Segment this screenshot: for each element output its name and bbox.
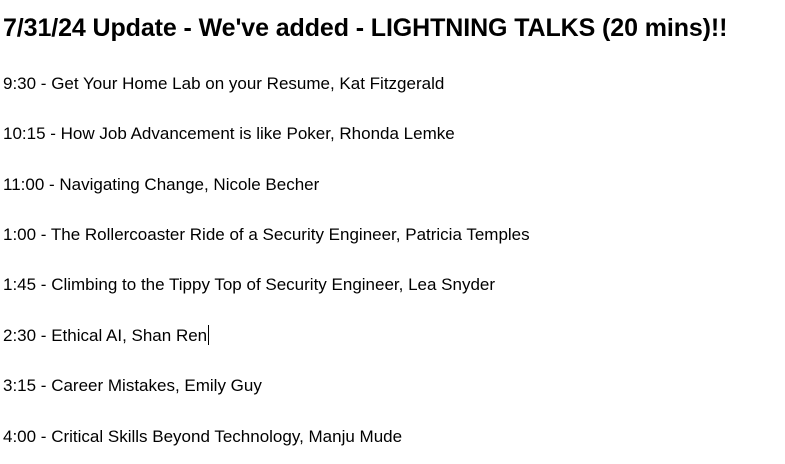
talk-text: 11:00 - Navigating Change, Nicole Becher <box>3 175 320 194</box>
talk-item-7 <box>3 375 262 397</box>
text-cursor <box>208 325 209 345</box>
talk-text: 10:15 - How Job Advancement is like Poker, Rhonda Lemke <box>3 124 455 143</box>
talk-item-2 <box>3 123 455 145</box>
talk-text: 3:15 - Career Mistakes, Emily Guy <box>3 376 262 395</box>
talk-text: 2:30 - Ethical AI, Shan Ren <box>3 326 208 345</box>
talk-item-5 <box>3 274 495 296</box>
talk-text: 1:00 - The Rollercoaster Ride of a Security Engineer, Patricia Temples <box>3 225 530 244</box>
talk-text: 9:30 - Get Your Home Lab on your Resume, Kat Fitzgerald <box>3 74 445 93</box>
talk-item-4 <box>3 224 530 246</box>
talk-item-1 <box>3 73 444 95</box>
update-heading: 7/31/24 Update - We've added - LIGHTNING TALKS (20 mins)!! <box>3 14 728 42</box>
talk-text: 4:00 - Critical Skills Beyond Technology, Manju Mude <box>3 427 403 446</box>
talk-text: 1:45 - Climbing to the Tippy Top of Security Engineer, Lea Snyder <box>3 275 496 294</box>
talk-item-3 <box>3 174 319 196</box>
talk-item-8 <box>3 426 402 448</box>
talk-item-6 <box>3 325 209 347</box>
